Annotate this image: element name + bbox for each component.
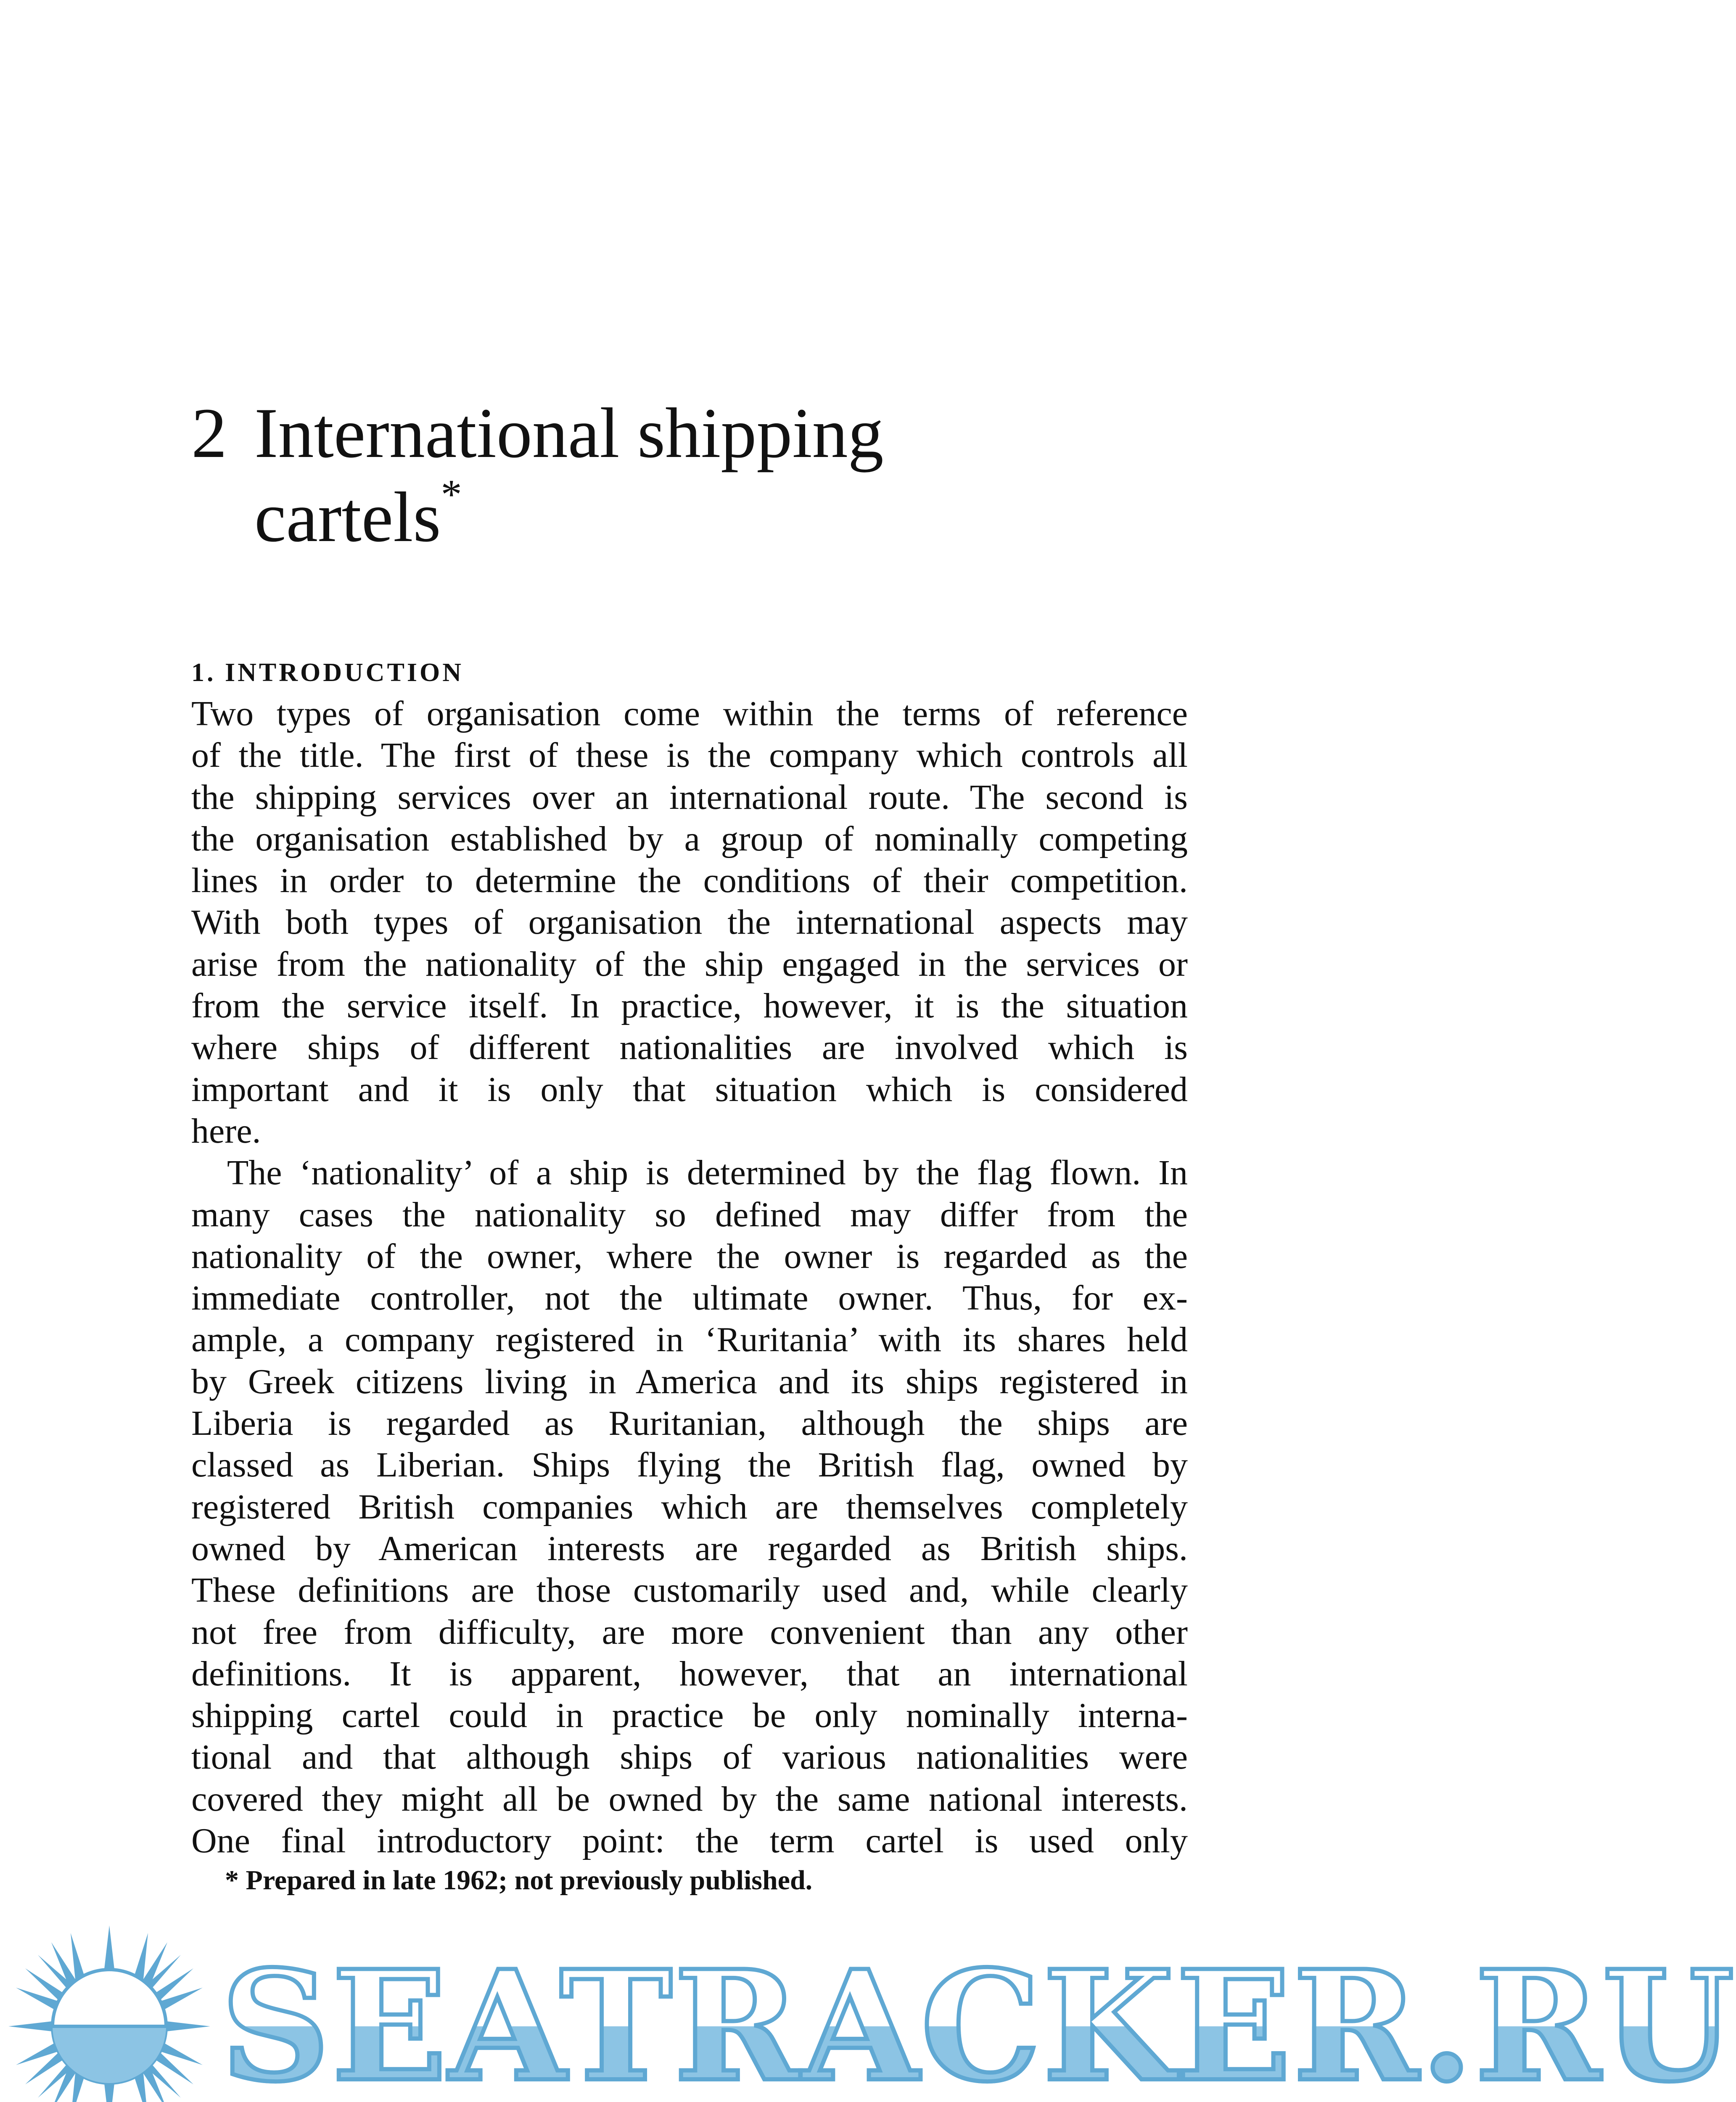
body-line: of the title. The first of these is the company which controls all [191, 736, 1188, 775]
body-line: covered they might all be owned by the same national interests. [191, 1779, 1188, 1819]
body-line: the organisation established by a group of nominally competing [191, 819, 1188, 858]
body-line-paragraph-start: The ‘nationality’ of a ship is determined by the flag flown. In [227, 1153, 1188, 1193]
body-line: important and it is only that situation which is considered [191, 1069, 1188, 1109]
footnote-marker: * [441, 471, 462, 518]
body-line: nationality of the owner, where the owner is regarded as the [191, 1236, 1188, 1276]
footnote: * Prepared in late 1962; not previously published. [225, 1865, 813, 1896]
body-line: not free from difficulty, are more convenient than any other [191, 1612, 1188, 1652]
body-line: With both types of organisation the international aspects may [191, 903, 1188, 942]
chapter-title-line-2: cartels [254, 478, 441, 557]
watermark [0, 1917, 1736, 2102]
chapter-number: 2 [191, 393, 227, 473]
body-line: here. [191, 1111, 261, 1151]
body-line: immediate controller, not the ultimate owner. Thus, for ex- [191, 1278, 1188, 1318]
body-line: where ships of different nationalities are involved which is [191, 1028, 1188, 1067]
body-line: classed as Liberian. Ships flying the British flag, owned by [191, 1445, 1188, 1485]
body-line: Two types of organisation come within the terms of reference [191, 694, 1188, 733]
body-text [191, 693, 1188, 1862]
chapter-title-line-1: International shipping [254, 393, 884, 473]
section-heading: 1. INTRODUCTION [191, 658, 464, 687]
body-line: registered British companies which are themselves completely [191, 1487, 1188, 1526]
body-line: owned by American interests are regarded as British ships. [191, 1529, 1188, 1568]
body-line: definitions. It is apparent, however, that an international [191, 1654, 1188, 1693]
watermark-text: SEATRACKER.RU [221, 1942, 1736, 2102]
body-line: the shipping services over an international route. The second is [191, 777, 1188, 817]
body-line: One final introductory point: the term cartel is used only [191, 1821, 1188, 1861]
chapter-title [254, 391, 884, 559]
body-line: from the service itself. In practice, however, it is the situation [191, 986, 1188, 1026]
body-line: tional and that although ships of various nationalities were [191, 1738, 1188, 1777]
chapter-heading [191, 391, 1200, 559]
body-line: arise from the nationality of the ship engaged in the services or [191, 944, 1188, 984]
body-line: many cases the nationality so defined may differ from the [191, 1195, 1188, 1234]
chapter-title-line-2-wrap [254, 471, 884, 559]
body-line: by Greek citizens living in America and its ships registered in [191, 1362, 1188, 1401]
body-line: These definitions are those customarily used and, while clearly [191, 1571, 1188, 1610]
body-line: lines in order to determine the conditions of their competition. [191, 861, 1188, 900]
body-line: shipping cartel could in practice be only nominally interna- [191, 1696, 1188, 1735]
body-line: Liberia is regarded as Ruritanian, although the ships are [191, 1404, 1188, 1443]
sun-logo-icon [0, 1917, 219, 2102]
body-line: ample, a company registered in ‘Ruritania’ with its shares held [191, 1320, 1188, 1360]
